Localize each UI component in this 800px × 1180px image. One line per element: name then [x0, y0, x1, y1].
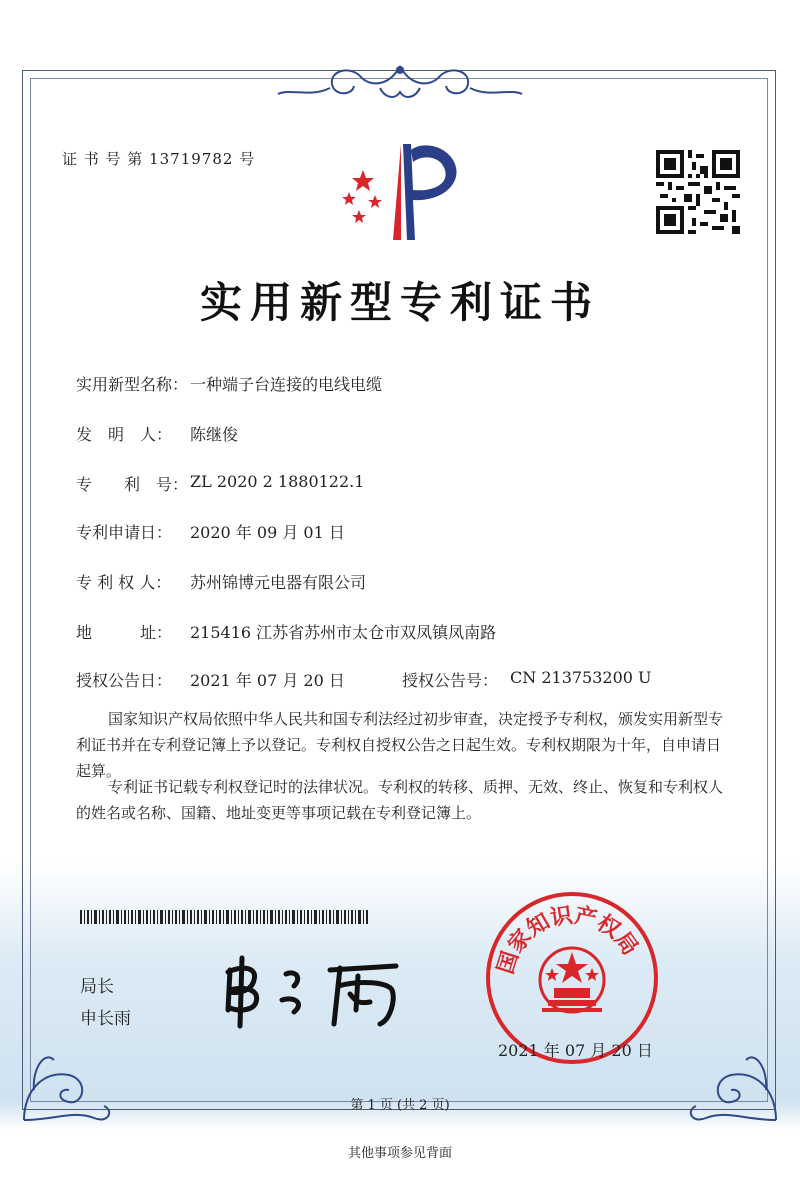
inventor-value: 陈继俊 [190, 425, 239, 444]
director-signature [210, 950, 410, 1030]
barcode [80, 910, 368, 924]
address-label: 地 址： [76, 623, 173, 642]
utility-model-name-value: 一种端子台连接的电线电缆 [190, 375, 383, 394]
patent-number-label: 专 利 号： [76, 475, 189, 494]
inventor-label: 发 明 人： [76, 425, 173, 444]
address-value: 215416 江苏省苏州市太仓市双凤镇凤南路 [190, 623, 497, 642]
page-indicator: 第 1 页 (共 2 页) [350, 1098, 450, 1113]
director-name: 申长雨 [80, 1009, 131, 1029]
certificate-number: 证 书 号 第 13719782 号 [62, 150, 256, 168]
announcement-date-label: 授权公告日： [76, 671, 173, 690]
bottom-left-ornament [14, 1030, 124, 1130]
patent-office-logo [335, 140, 475, 250]
seal-date: 2021 年 07 月 20 日 [498, 1041, 653, 1060]
patent-holder-value: 苏州锦博元电器有限公司 [190, 573, 367, 592]
filing-date-label: 专利申请日： [76, 523, 173, 542]
filing-date-value: 2020 年 09 月 01 日 [190, 523, 345, 542]
certificate-title: 实用新型专利证书 [199, 278, 600, 327]
qr-code [656, 150, 740, 234]
top-ornament [270, 58, 530, 108]
grant-statement: 国家知识产权局依照中华人民共和国专利法经过初步审查，决定授予专利权，颁发实用新型专利证书并在专利登记簿上予以登记。专利权自授权公告之日起生效。专利权期限为十年，自申请日起算。 [76, 710, 724, 780]
announcement-date-value: 2021 年 07 月 20 日 [190, 671, 345, 690]
announcement-number-value: CN 213753200 U [510, 668, 652, 687]
director-title: 局长 [80, 977, 114, 997]
legal-status-statement: 专利证书记载专利权登记时的法律状况。专利权的转移、质押、无效、终止、恢复和专利权人的姓名或名称、国籍、地址变更等事项记载在专利登记簿上。 [76, 778, 724, 822]
seal-text: 国家知识产权局 [493, 903, 643, 978]
back-note: 其他事项参见背面 [347, 1146, 452, 1161]
utility-model-name-label: 实用新型名称： [76, 375, 189, 394]
patent-number-value: ZL 2020 2 1880122.1 [190, 472, 365, 491]
patent-holder-label: 专 利 权 人： [76, 573, 172, 592]
bottom-right-ornament [676, 1030, 786, 1130]
announcement-number-label: 授权公告号： [402, 671, 499, 690]
